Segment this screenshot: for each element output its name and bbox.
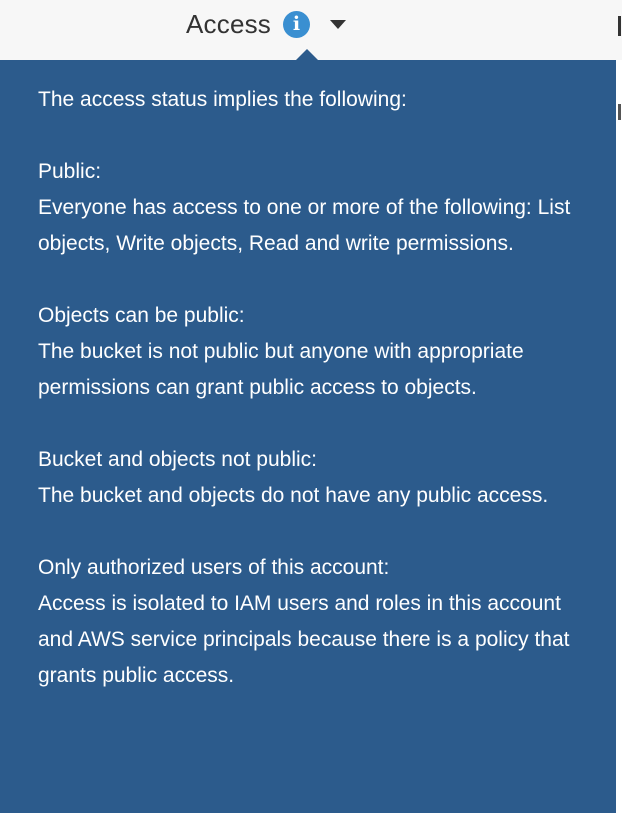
access-column-title: Access [186,8,272,39]
section-text: Everyone has access to one or more of the following: List objects, Write objects, Read and write permissions. [38,196,571,255]
popover-section-objects-can-be-public [38,298,598,406]
section-heading: Only authorized users of this account: [38,556,390,579]
section-text: Access is isolated to IAM users and roles in this account and AWS service principals because there is a policy that grants public access. [38,592,570,687]
background-edge-mark [618,104,621,120]
popover-intro: The access status implies the following: [38,88,407,111]
section-heading: Bucket and objects not public: [38,448,318,471]
popover-section-authorized-users [38,550,598,694]
section-heading: Objects can be public: [38,304,245,327]
info-icon[interactable]: i [283,11,310,38]
section-text: The bucket and objects do not have any public access. [38,484,549,507]
popover-section-not-public [38,442,598,514]
caret-down-icon[interactable] [330,20,346,29]
popover-body [38,82,598,730]
popover-section-public [38,154,598,262]
access-column-header[interactable] [186,6,346,42]
next-column-divider [618,16,621,36]
section-heading: Public: [38,160,102,183]
access-info-popover [0,60,616,813]
popover-arrow [296,49,318,60]
section-text: The bucket is not public but anyone with appropriate permissions can grant public access to objects. [38,340,524,399]
